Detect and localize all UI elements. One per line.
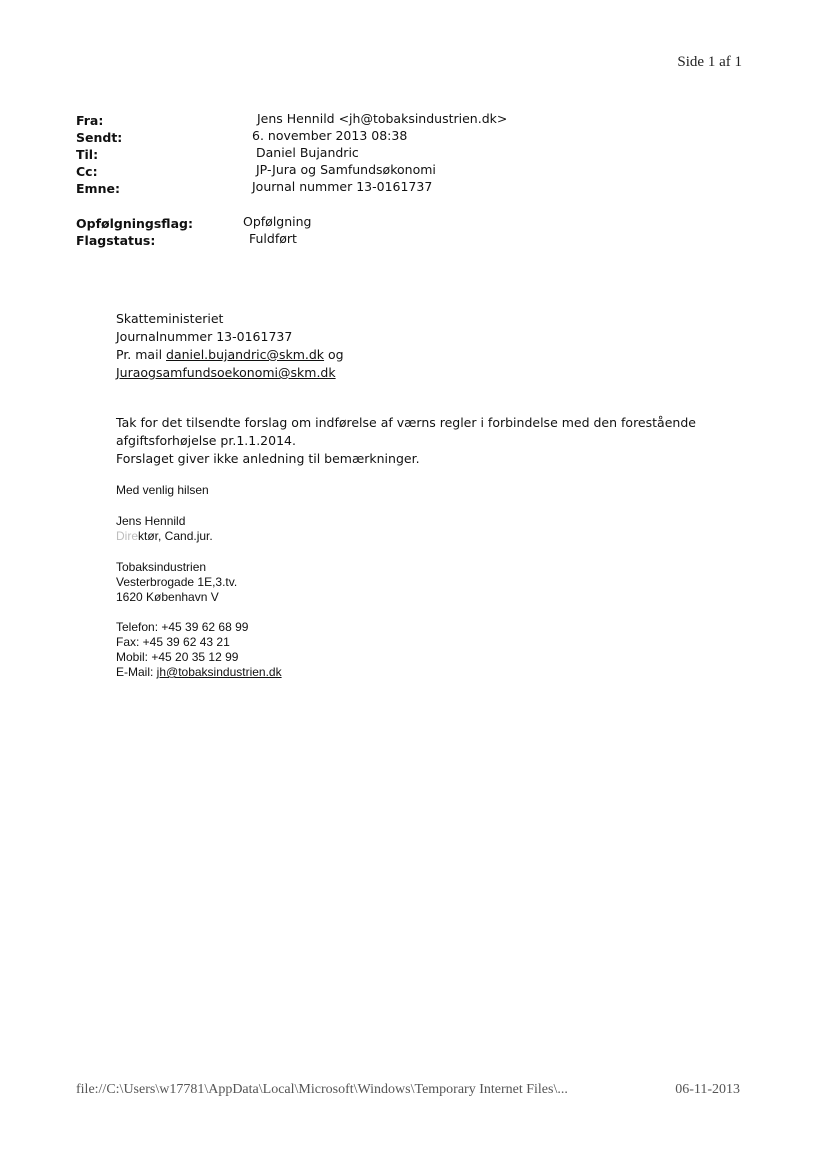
sent-value: 6. november 2013 08:38: [252, 128, 408, 143]
from-value: Jens Hennild <jh@tobaksindustrien.dk>: [257, 111, 508, 126]
to-label: Til:: [76, 147, 99, 162]
message-line-3: Forslaget giver ikke anledning til bemærkninger.: [116, 451, 420, 466]
signature-email-link[interactable]: jh@tobaksindustrien.dk: [156, 665, 282, 679]
from-label: Fra:: [76, 113, 104, 128]
footer-date: 06-11-2013: [675, 1082, 740, 1097]
address-line-1: Vesterbrogade 1E,3.tv.: [116, 575, 238, 589]
email-link-jura[interactable]: Juraogsamfundsoekonomi@skm.dk: [116, 365, 336, 380]
sent-label: Sendt:: [76, 130, 123, 145]
fax-line: Fax: +45 39 62 43 21: [116, 635, 230, 649]
mobile-line: Mobil: +45 20 35 12 99: [116, 650, 239, 664]
contact-info: [116, 620, 282, 680]
footer-file-path: file://C:\Users\w17781\AppData\Local\Microsoft\Windows\Temporary Internet Files\...: [76, 1082, 568, 1097]
closing: [116, 483, 209, 498]
cc-label: Cc:: [76, 164, 98, 179]
email-label: E-Mail:: [116, 665, 157, 679]
recipient-mail-line: [116, 346, 344, 364]
page-number: Side 1 af 1: [677, 54, 742, 70]
flag-status-label: Flagstatus:: [76, 233, 156, 248]
address-line-2: 1620 København V: [116, 590, 219, 604]
message-line-1: Tak for det tilsendte forslag om indførelse af værns regler i forbindelse med den forestående: [116, 415, 696, 430]
signature-title: [116, 529, 213, 544]
closing-text: Med venlig hilsen: [116, 483, 209, 497]
signature-title-faded: Dire: [116, 529, 139, 543]
flag-status-value: Fuldført: [249, 231, 297, 246]
subject-value: Journal nummer 13-0161737: [252, 179, 433, 194]
mail-prefix: Pr. mail: [116, 347, 167, 362]
to-value: Daniel Bujandric: [256, 145, 359, 160]
email-line: [116, 665, 282, 680]
company-address: [116, 560, 237, 605]
followup-flag-value: Opfølgning: [243, 214, 312, 229]
email-link-daniel[interactable]: daniel.bujandric@skm.dk: [166, 347, 325, 362]
recipient-journal: Journalnummer 13-0161737: [116, 329, 293, 344]
phone-line: Telefon: +45 39 62 68 99: [116, 620, 249, 634]
recipient-org: Skatteministeriet: [116, 311, 224, 326]
recipient-block: [116, 310, 344, 382]
subject-label: Emne:: [76, 181, 120, 196]
signature-name-block: [116, 514, 213, 544]
followup-flag-label: Opfølgningsflag:: [76, 216, 193, 231]
cc-value: JP-Jura og Samfundsøkonomi: [256, 162, 436, 177]
signature-name: Jens Hennild: [116, 514, 186, 528]
message-line-2: afgiftsforhøjelse pr.1.1.2014.: [116, 433, 296, 448]
message-body: [116, 414, 696, 468]
signature-title-rest: ktør, Cand.jur.: [138, 529, 213, 543]
mail-suffix: og: [324, 347, 344, 362]
company-name: Tobaksindustrien: [116, 560, 207, 574]
